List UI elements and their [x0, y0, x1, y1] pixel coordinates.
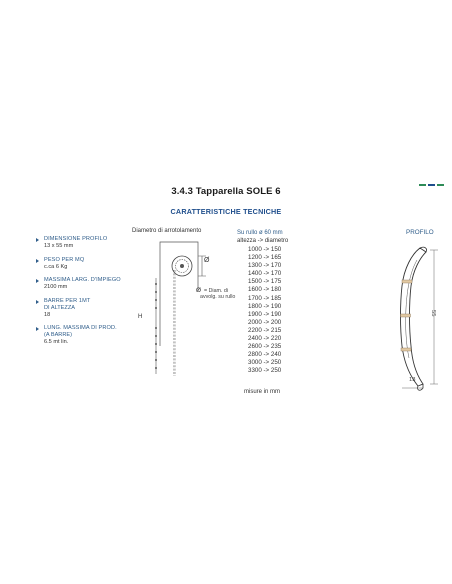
- spec-label-line-2: DI ALTEZZA: [44, 304, 75, 311]
- diameter-legend-line-1: = Diam. di: [204, 288, 228, 294]
- table-header-roller: Su rullo ø 60 mm: [237, 230, 283, 236]
- table-row: 1400 -> 170: [248, 270, 282, 278]
- spec-label: BARRE PER 1MT: [44, 297, 91, 304]
- profile-width-value: 13: [409, 377, 416, 383]
- spec-label: LUNG. MASSIMA DI PROD.: [44, 325, 117, 331]
- spec-list: [36, 236, 146, 353]
- page-title: 3.4.3 Tapparella SOLE 6: [171, 186, 281, 197]
- roller-diagram: [140, 236, 240, 386]
- profile-rib-3: [401, 348, 411, 351]
- section-subtitle: CARATTERISTICHE TECNICHE: [170, 207, 282, 216]
- table-row: 1200 -> 165: [248, 254, 282, 262]
- profile-rib-2: [401, 314, 411, 317]
- table-row: 2600 -> 235: [248, 343, 282, 351]
- table-row: 2000 -> 200: [248, 318, 282, 326]
- spec-value: 18: [44, 311, 51, 318]
- spec-item-profile-size: [36, 236, 146, 250]
- table-row: 1800 -> 190: [248, 302, 282, 310]
- brand-mark-2: [428, 184, 435, 186]
- table-row: 3300 -> 250: [248, 367, 282, 375]
- diameter-legend-line-2: avvolg. su rullo: [200, 294, 236, 301]
- diameter-symbol-legend: Ø: [196, 287, 202, 294]
- table-row: 2400 -> 220: [248, 335, 282, 343]
- spec-label-line-2: (A BARRE): [44, 332, 72, 338]
- table-header-columns: altezza -> diametro: [237, 238, 289, 244]
- diameter-table: [237, 229, 317, 376]
- table-row: 1700 -> 185: [248, 294, 282, 302]
- spec-value: 13 x 55 mm: [44, 243, 74, 249]
- table-rows: [248, 246, 317, 376]
- bullet-arrow-icon: [36, 238, 39, 242]
- table-row: 1600 -> 180: [248, 286, 282, 294]
- table-row: 2800 -> 240: [248, 351, 282, 359]
- spec-value: 2100 mm: [44, 284, 68, 290]
- roller-box-outline: [160, 242, 198, 346]
- profile-drawing: [390, 246, 450, 392]
- spec-item-bars-per-meter: [36, 298, 146, 319]
- bullet-arrow-icon: [36, 300, 39, 304]
- units-footnote: misure in mm: [244, 389, 281, 395]
- brand-mark-1: [419, 184, 426, 186]
- brand-mark-3: [437, 184, 444, 186]
- diameter-symbol: Ø: [204, 257, 210, 264]
- spec-item-weight: [36, 257, 146, 271]
- table-row: 1500 -> 175: [248, 278, 282, 286]
- spec-label: MASSIMA LARG. D'IMPIEGO: [44, 277, 121, 283]
- spec-item-max-length: [36, 325, 146, 346]
- spec-value: 6.5 mt lin.: [44, 339, 69, 345]
- table-row: 1900 -> 190: [248, 310, 282, 318]
- roller-axle: [180, 264, 184, 268]
- bullet-arrow-icon: [36, 279, 39, 283]
- profile-height-value: 55: [430, 310, 436, 317]
- spec-item-max-width: [36, 277, 146, 291]
- table-row: 1300 -> 170: [248, 262, 282, 270]
- table-row: 2200 -> 215: [248, 326, 282, 334]
- table-row: 1000 -> 150: [248, 246, 282, 253]
- bullet-arrow-icon: [36, 327, 39, 331]
- profile-rib-1: [402, 280, 412, 283]
- spec-label: DIMENSIONE PROFILO: [44, 236, 108, 242]
- diagram-caption: Diametro di arrotolamento: [132, 228, 202, 234]
- profile-title: PROFILO: [406, 229, 434, 236]
- spec-label: PESO PER MQ: [44, 256, 85, 263]
- table-row: 3000 -> 250: [248, 359, 282, 367]
- spec-value: c.ca 6 Kg: [44, 263, 68, 270]
- bullet-arrow-icon: [36, 259, 39, 263]
- brand-marks: [419, 184, 445, 187]
- height-label: H: [138, 314, 143, 320]
